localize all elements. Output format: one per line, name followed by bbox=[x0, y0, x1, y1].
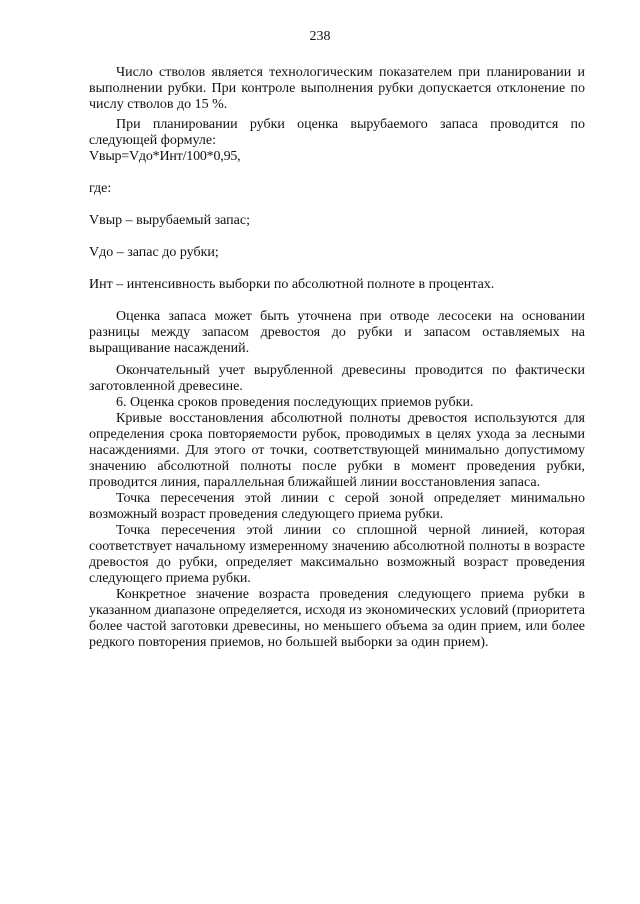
formula-term-vdo: Vдо – запас до рубки; bbox=[89, 245, 219, 260]
paragraph-gray-zone-intersection: Точка пересечения этой линии с серой зоной определяет минимально возможный возраст проведения следующего приема рубки. bbox=[89, 491, 585, 522]
formula-term-int: Инт – интенсивность выборки по абсолютной полноте в процентах. bbox=[89, 277, 495, 292]
page-number: 238 bbox=[309, 29, 331, 44]
paragraph-recovery-curves: Кривые восстановления абсолютной полноты древостоя используются для определения срока повторяемости рубок, проводимых в целях ухода за лесными насаждениями. Для этого от точки, соответствующей минимально допустимому значению абсолютной полноты после рубки в момент проведения рубки, проводится линия, параллельная ближайшей линии восстановления запаса. bbox=[89, 411, 585, 490]
paragraph-black-line-intersection: Точка пересечения этой линии со сплошной черной линией, которая соответствует начальному измеренному значению абсолютной полноты в возрасте древостоя до рубки, определяет максимально возможный возраст проведения следующего приема рубки. bbox=[89, 523, 585, 586]
section-heading-timing: 6. Оценка сроков проведения последующих приемов рубки. bbox=[116, 395, 474, 410]
formula-where-label: где: bbox=[89, 181, 112, 196]
document-body bbox=[89, 65, 585, 651]
paragraph-stock-refinement: Оценка запаса может быть уточнена при отводе лесосеки на основании разницы между запасом древостоя до рубки и запасом оставляемых на выращивание насаждений. bbox=[89, 309, 585, 356]
formula-line: Vвыр=Vдо*Инт/100*0,95, bbox=[89, 149, 241, 164]
paragraph-planning-formula-intro: При планировании рубки оценка вырубаемого запаса проводится по следующей формуле: bbox=[89, 117, 585, 148]
paragraph-final-accounting: Окончательный учет вырубленной древесины проводится по фактически заготовленной древесине. bbox=[89, 363, 585, 394]
paragraph-stem-count: Число стволов является технологическим показателем при планировании и выполнении рубки. При контроле выполнения рубки допускается отклонение по числу стволов до 15 %. bbox=[89, 65, 585, 112]
paragraph-specific-age: Конкретное значение возраста проведения следующего приема рубки в указанном диапазоне определяется, исходя из экономических условий (приоритета более частой заготовки древесины, но меньшего объема за один прием, или более редкого повторения приемов, но большей выборки за один прием). bbox=[89, 587, 585, 650]
formula-term-vvyr: Vвыр – вырубаемый запас; bbox=[89, 213, 250, 228]
